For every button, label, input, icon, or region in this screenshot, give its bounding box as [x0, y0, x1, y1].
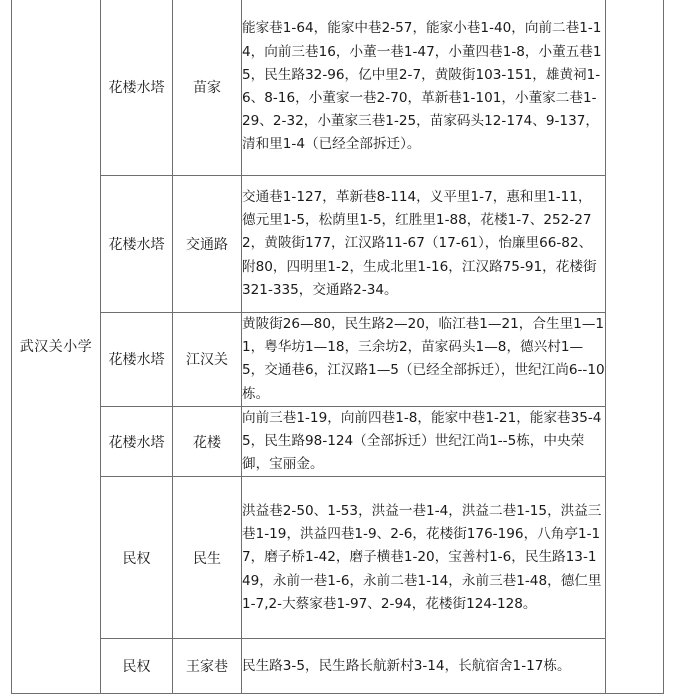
- table-row: [12, 0, 664, 176]
- school-name-cell: 武汉关小学: [12, 0, 101, 694]
- school-district-table: [11, 0, 664, 694]
- streets-cell: 交通巷1-127，革新巷8-114，义平里1-7，惠和里1-11，德元里1-5，松荫里1-5，红胜里1-88，花楼1-7、252-272，黄陂街177，江汉路11-67（17-61），怡廉里66-82、附80，四明里1-2，生成北里1-16，江汉路75-91，花楼街321-335，交通路2-34。: [242, 176, 606, 313]
- community-cell: 交通路: [173, 176, 242, 313]
- streets-cell: 洪益巷2-50、1-53，洪益一巷1-4，洪益二巷1-15，洪益三巷1-19，洪益四巷1-9、2-6，花楼街176-196，八角亭1-17，磨子桥1-42，磨子横巷1-20，宝善村1-6，民生路13-149，永前一巷1-6，永前二巷1-14，永前三巷1-48，德仁里1-7,2-大蔡家巷1-97、2-94，花楼街124-128。: [242, 477, 606, 639]
- table-row: [12, 639, 664, 694]
- table-row: [12, 477, 664, 639]
- community-cell: 王家巷: [173, 639, 242, 694]
- community-cell: 苗家: [173, 0, 242, 176]
- area-cell: 民权: [101, 477, 173, 639]
- streets-cell: 能家巷1-64，能家中巷2-57，能家小巷1-40，向前二巷1-14，向前三巷16，小董一巷1-47，小董四巷1-8，小董五巷15，民生路32-96，亿中里2-7，黄陂街103-151，雄黄祠1-6、8-16，小董家一巷2-70，革新巷1-101，小董家二巷1-29、2-32，小董家三巷1-25，苗家码头12-174、9-137，清和里1-4（已经全部拆迁）。: [242, 0, 606, 176]
- notes-cell: [606, 0, 664, 694]
- community-cell: 江汉关: [173, 313, 242, 407]
- area-cell: 花楼水塔: [101, 0, 173, 176]
- area-cell: 民权: [101, 639, 173, 694]
- streets-cell: 向前三巷1-19，向前四巷1-8，能家中巷1-21，能家巷35-45，民生路98-124（全部拆迁）世纪江尚1--5栋，中央荣御，宝丽金。: [242, 406, 606, 477]
- streets-cell: 黄陂街26—80，民生路2—20，临江巷1—21，合生里1—11，粤华坊1—18，三余坊2，苗家码头1—8，德兴村1—5，交通巷6，江汉路1—5（已经全部拆迁），世纪江尚6--10栋。: [242, 313, 606, 407]
- streets-cell: 民生路3-5，民生路长航新村3-14，长航宿舍1-17栋。: [242, 639, 606, 694]
- table-row: [12, 176, 664, 313]
- area-cell: 花楼水塔: [101, 176, 173, 313]
- area-cell: 花楼水塔: [101, 406, 173, 477]
- table-row: [12, 406, 664, 477]
- community-cell: 花楼: [173, 406, 242, 477]
- table-row: [12, 313, 664, 407]
- area-cell: 花楼水塔: [101, 313, 173, 407]
- community-cell: 民生: [173, 477, 242, 639]
